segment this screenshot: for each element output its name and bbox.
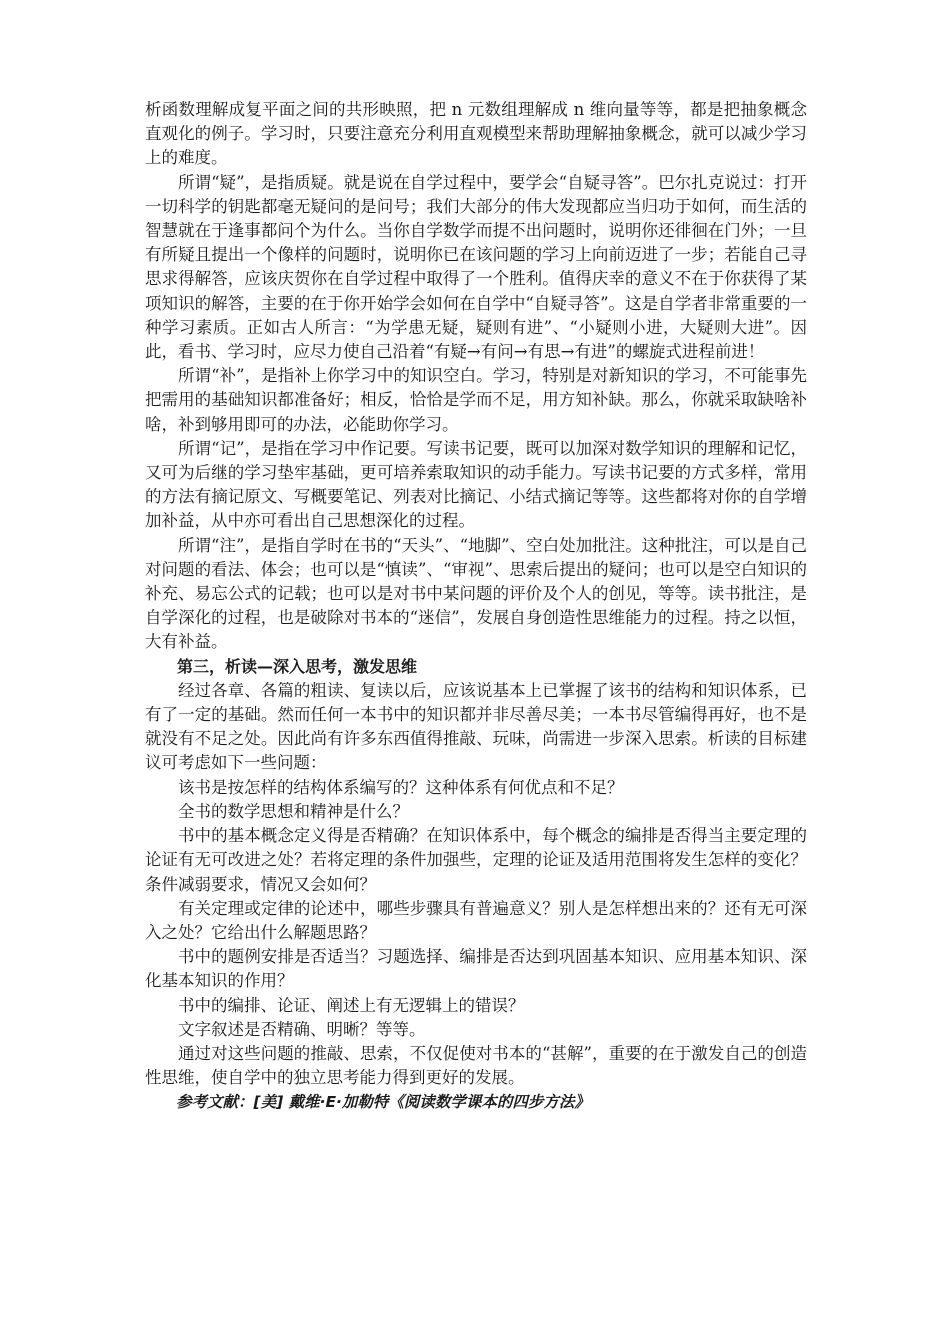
question-item: 书中的题例安排是否适当？习题选择、编排是否达到巩固基本知识、应用基本知识、深化基本知识的作用？: [145, 947, 807, 991]
question-item: 文字叙述是否精确、明晰？等等。: [178, 1019, 426, 1039]
question-item: 全书的数学思想和精神是什么？: [178, 801, 409, 821]
opening-paragraph: 析函数理解成复平面之间的共形映照，把 n 元数组理解成 n 维向量等等，都是把抽象概念直观化的例子。学习时，只要注意充分利用直观模型来帮助理解抽象概念，就可以减少学习上的难度。: [145, 100, 807, 168]
paragraph-ji: 所谓“记”，是指在学习中作记要。写读书记要，既可以加深对数学知识的理解和记忆，又可为后继的学习垫牢基础，更可培养索取知识的动手能力。写读书记要的方式多样，常用的方法有摘记原文、写概要笔记、列表对比摘记、小结式摘记等等。这些都将对你的自学增加补益，从中亦可看出自己思想深化的过程。: [145, 438, 807, 531]
question-item: 书中的编排、论证、阐述上有无逻辑上的错误？: [178, 995, 525, 1015]
paragraph-bu: 所谓“补”，是指补上你学习中的知识空白。学习，特别是对新知识的学习，不可能事先把需用的基础知识都准备好；相反，恰恰是学而不足，用方知补缺。那么，你就采取缺啥补啥，补到够用即可的办法，必能助你学习。: [145, 366, 807, 434]
section-heading: 第三，析读—深入思考，激发思维: [177, 656, 418, 676]
paragraph-yi: 所谓“疑”，是指质疑。就是说在自学过程中，要学会“自疑寻答”。巴尔扎克说过：打开一切科学的钥匙都毫无疑问的是问号；我们大部分的伟大发现都应当归功于如何，而生活的智慧就在于逢事都问个为什么。当你自学数学而提不出问题时，说明你还徘徊在门外；一旦有所疑且提出一个像样的问题时，说明你已在该问题的学习上向前迈进了一步；若能自己寻思求得解答，应该庆贺你在自学过程中取得了一个胜利。值得庆幸的意义不在于你获得了某项知识的解答，主要的在于你开始学会如何在自学中“自疑寻答”。这是自学者非常重要的一种学习素质。正如古人所言：“为学患无疑，疑则有进”、“小疑则小进，大疑则大进”。因此，看书、学习时，应尽力使自己沿着“有疑→有问→有思→有进”的螺旋式进程前进！: [145, 172, 807, 362]
question-item: 该书是按怎样的结构体系编写的？这种体系有何优点和不足？: [178, 777, 624, 797]
question-item: 有关定理或定律的论述中，哪些步骤具有普遍意义？别人是怎样想出来的？还有无可深入之处？它给出什么解题思路？: [145, 898, 807, 942]
question-item: 书中的基本概念定义得是否精确？在知识体系中，每个概念的编排是否得当主要定理的论证有无可改进之处？若将定理的条件加强些，定理的论证及适用范围将发生怎样的变化？条件减弱要求，情况又会如何？: [145, 826, 807, 894]
reference-citation: 参考文献：[美] 戴维·E·加勒特《阅读数学课本的四步方法》: [176, 1093, 590, 1112]
document-page: [145, 98, 807, 1115]
section-intro: 经过各章、各篇的粗读、复读以后，应该说基本上已掌握了该书的结构和知识体系，已有了一定的基础。然而任何一本书中的知识都并非尽善尽美；一本书尽管编得再好，也不是就没有不足之处。因此尚有许多东西值得推敲、玩味，尚需进一步深入思索。析读的目标建议可考虑如下一些问题：: [145, 680, 807, 773]
paragraph-zhu: 所谓“注”，是指自学时在书的“天头”、“地脚”、空白处加批注。这种批注，可以是自己对问题的看法、体会；也可以是“慎读”、“审视”、思索后提出的疑问；也可以是空白知识的补充、易忘公式的记载；也可以是对书中某问题的评价及个人的创见，等等。读书批注，是自学深化的过程，也是破除对书本的“迷信”，发展自身创造性思维能力的过程。持之以恒，大有补益。: [145, 535, 807, 652]
closing-paragraph: 通过对这些问题的推敲、思索，不仅促使对书本的“甚解”，重要的在于激发自己的创造性思维，使自学中的独立思考能力得到更好的发展。: [145, 1043, 807, 1088]
